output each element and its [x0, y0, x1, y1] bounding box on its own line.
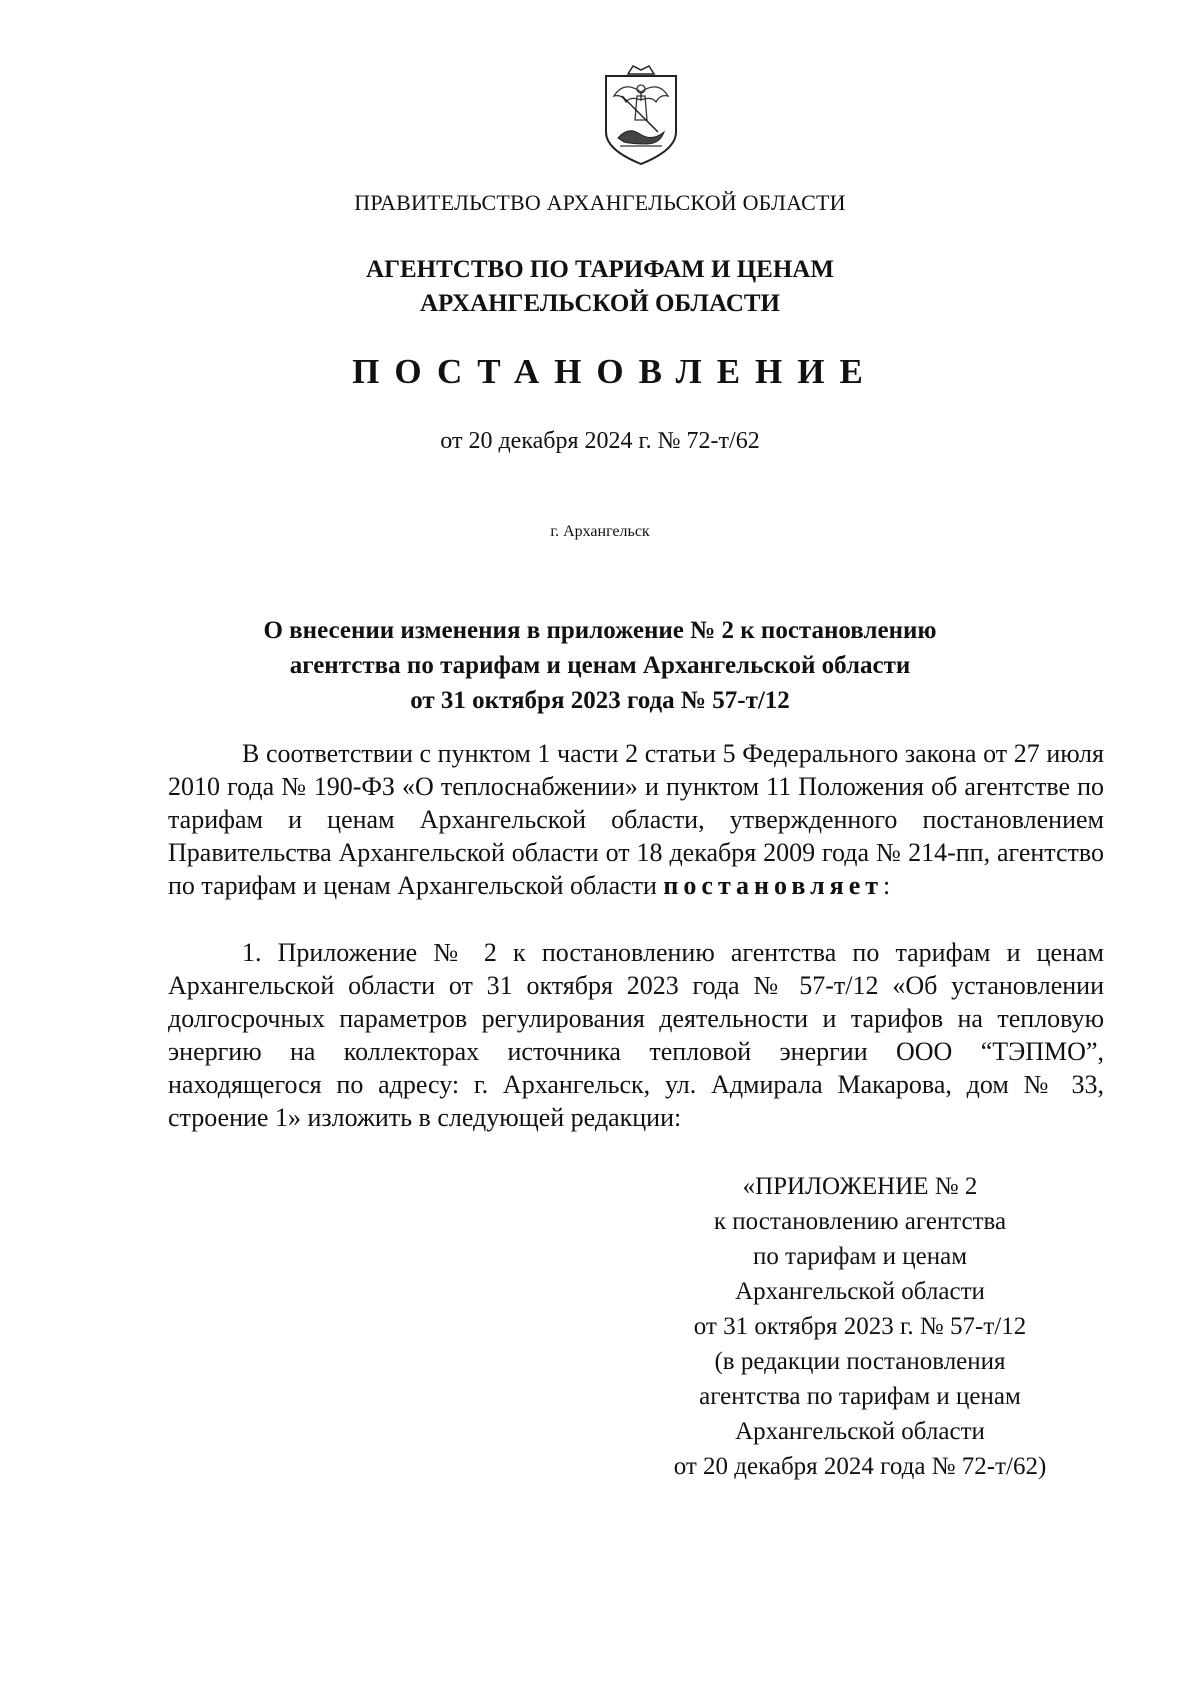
preamble-text: В соответствии с пунктом 1 части 2 статьи 5 Федерального закона от 27 июля 2010 года № 190-ФЗ «О теплоснабжении» и пунктом 11 Положения об агентстве по тарифам и ценам Архангельской области, утвержденного постановлением Правительства Архангельской области от 18 декабря 2009 года № 214-пп, агентство по тарифам и ценам Архангельской области: [168, 739, 1104, 900]
subject-title-line1: О внесении изменения в приложение № 2 к постановлению: [263, 617, 937, 644]
appendix-header-block: [640, 1169, 1080, 1484]
city-name: г. Архангельск: [550, 523, 650, 540]
appendix-line: Архангельской области: [735, 1418, 985, 1445]
clause-1-paragraph: 1. Приложение № 2 к постановлению агентства по тарифам и ценам Архангельской области от 31 октября 2023 года № 57-т/12 «Об установлении долгосрочных параметров регулирования деятельности и тарифов на тепловую энергию на коллекторах источника тепловой энергии ООО “ТЭПМО”, находящегося по адресу: г. Архангельск, ул. Адмирала Макарова, дом № 33, строение 1» изложить в следующей редакции:: [168, 938, 1104, 1132]
appendix-line: Архангельской области: [735, 1278, 985, 1305]
agency-name-line1: АГЕНТСТВО ПО ТАРИФАМ И ЦЕНАМ: [366, 256, 834, 283]
coat-of-arms-icon: [600, 62, 682, 166]
appendix-line: «ПРИЛОЖЕНИЕ № 2: [742, 1173, 978, 1200]
decree-word: постановляет: [663, 871, 884, 900]
agency-name-line2: АРХАНГЕЛЬСКОЙ ОБЛАСТИ: [420, 290, 780, 317]
government-name: ПРАВИТЕЛЬСТВО АРХАНГЕЛЬСКОЙ ОБЛАСТИ: [354, 190, 846, 215]
appendix-line: к постановлению агентства: [713, 1208, 1007, 1235]
subject-title-line2: агентства по тарифам и ценам Архангельской области: [289, 652, 911, 679]
appendix-line: (в редакции постановления: [714, 1348, 1006, 1375]
preamble-colon: :: [883, 871, 891, 900]
document-type-title: ПОСТАНОВЛЕНИЕ: [352, 352, 878, 391]
appendix-line: от 31 октября 2023 г. № 57-т/12: [693, 1313, 1027, 1340]
appendix-line: агентства по тарифам и ценам: [699, 1383, 1021, 1410]
preamble-paragraph: [168, 737, 1104, 902]
appendix-line: по тарифам и ценам: [752, 1243, 968, 1270]
document-date-number: от 20 декабря 2024 г. № 72-т/62: [440, 428, 760, 454]
subject-title-line3: от 31 октября 2023 года № 57-т/12: [410, 687, 790, 714]
appendix-line: от 20 декабря 2024 года № 72-т/62): [673, 1453, 1047, 1480]
